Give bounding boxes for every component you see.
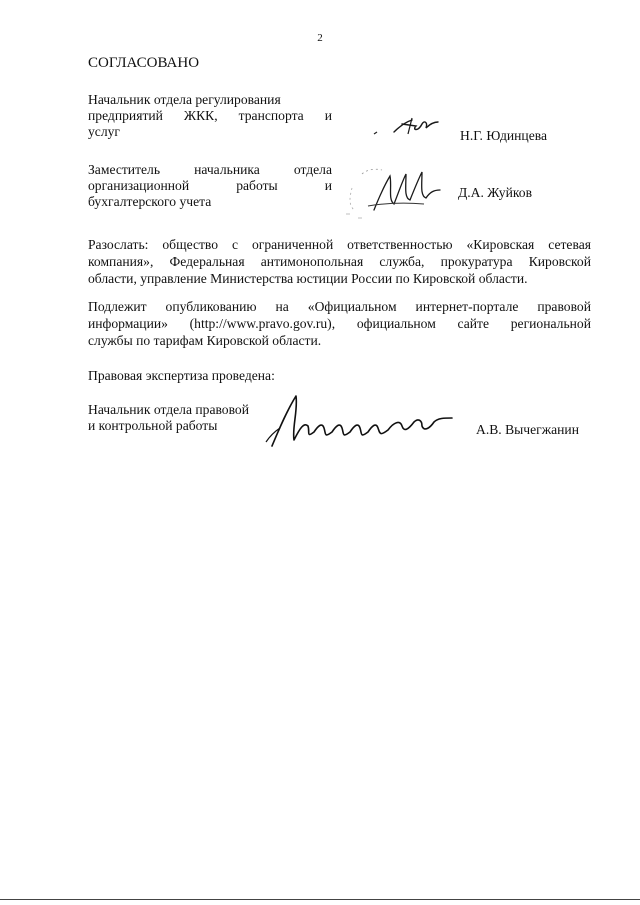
signature-yudintseva bbox=[372, 112, 444, 142]
position-line: бухгалтерского учета bbox=[88, 194, 212, 209]
signature-vychegzhanin bbox=[262, 392, 462, 450]
distribution-paragraph bbox=[88, 236, 591, 287]
position-line: и контрольной работы bbox=[88, 418, 218, 433]
distribution-line: области, управление Министерства юстиции России по Кировской области. bbox=[88, 271, 528, 286]
distribution-line: компания», Федеральная антимонопольная служба, прокуратура Кировской bbox=[88, 254, 591, 269]
publication-line: информации» (http://www.pravo.gov.ru), официальном сайте региональной bbox=[88, 316, 591, 331]
legal-signer-position bbox=[88, 402, 278, 434]
legal-signer-name: А.В. Вычегжанин bbox=[476, 422, 579, 437]
scan-edge-line bbox=[0, 899, 640, 900]
signature-zhuikov bbox=[340, 160, 460, 222]
publication-paragraph bbox=[88, 298, 591, 349]
position-line: Заместитель начальника отдела bbox=[88, 162, 332, 177]
position-line: организационной работы и bbox=[88, 178, 332, 193]
publication-line: Подлежит опубликованию на «Официальном интернет-портале правовой bbox=[88, 299, 591, 314]
approval-heading: СОГЛАСОВАНО bbox=[88, 55, 200, 71]
publication-line: службы по тарифам Кировской области. bbox=[88, 333, 322, 348]
position-line: предприятий ЖКК, транспорта и bbox=[88, 108, 332, 123]
position-line: Начальник отдела правовой bbox=[88, 402, 250, 417]
position-line: услуг bbox=[88, 124, 120, 139]
legal-review-note: Правовая экспертиза проведена: bbox=[88, 368, 275, 383]
approval-1-position bbox=[88, 92, 332, 140]
approval-2-position bbox=[88, 162, 332, 210]
distribution-line: Разослать: общество с ограниченной ответственностью «Кировская сетевая bbox=[88, 237, 591, 252]
page-number: 2 bbox=[317, 32, 323, 44]
approval-1-name: Н.Г. Юдинцева bbox=[460, 128, 548, 143]
approval-2-name: Д.А. Жуйков bbox=[458, 185, 533, 200]
position-line: Начальник отдела регулирования bbox=[88, 92, 281, 107]
